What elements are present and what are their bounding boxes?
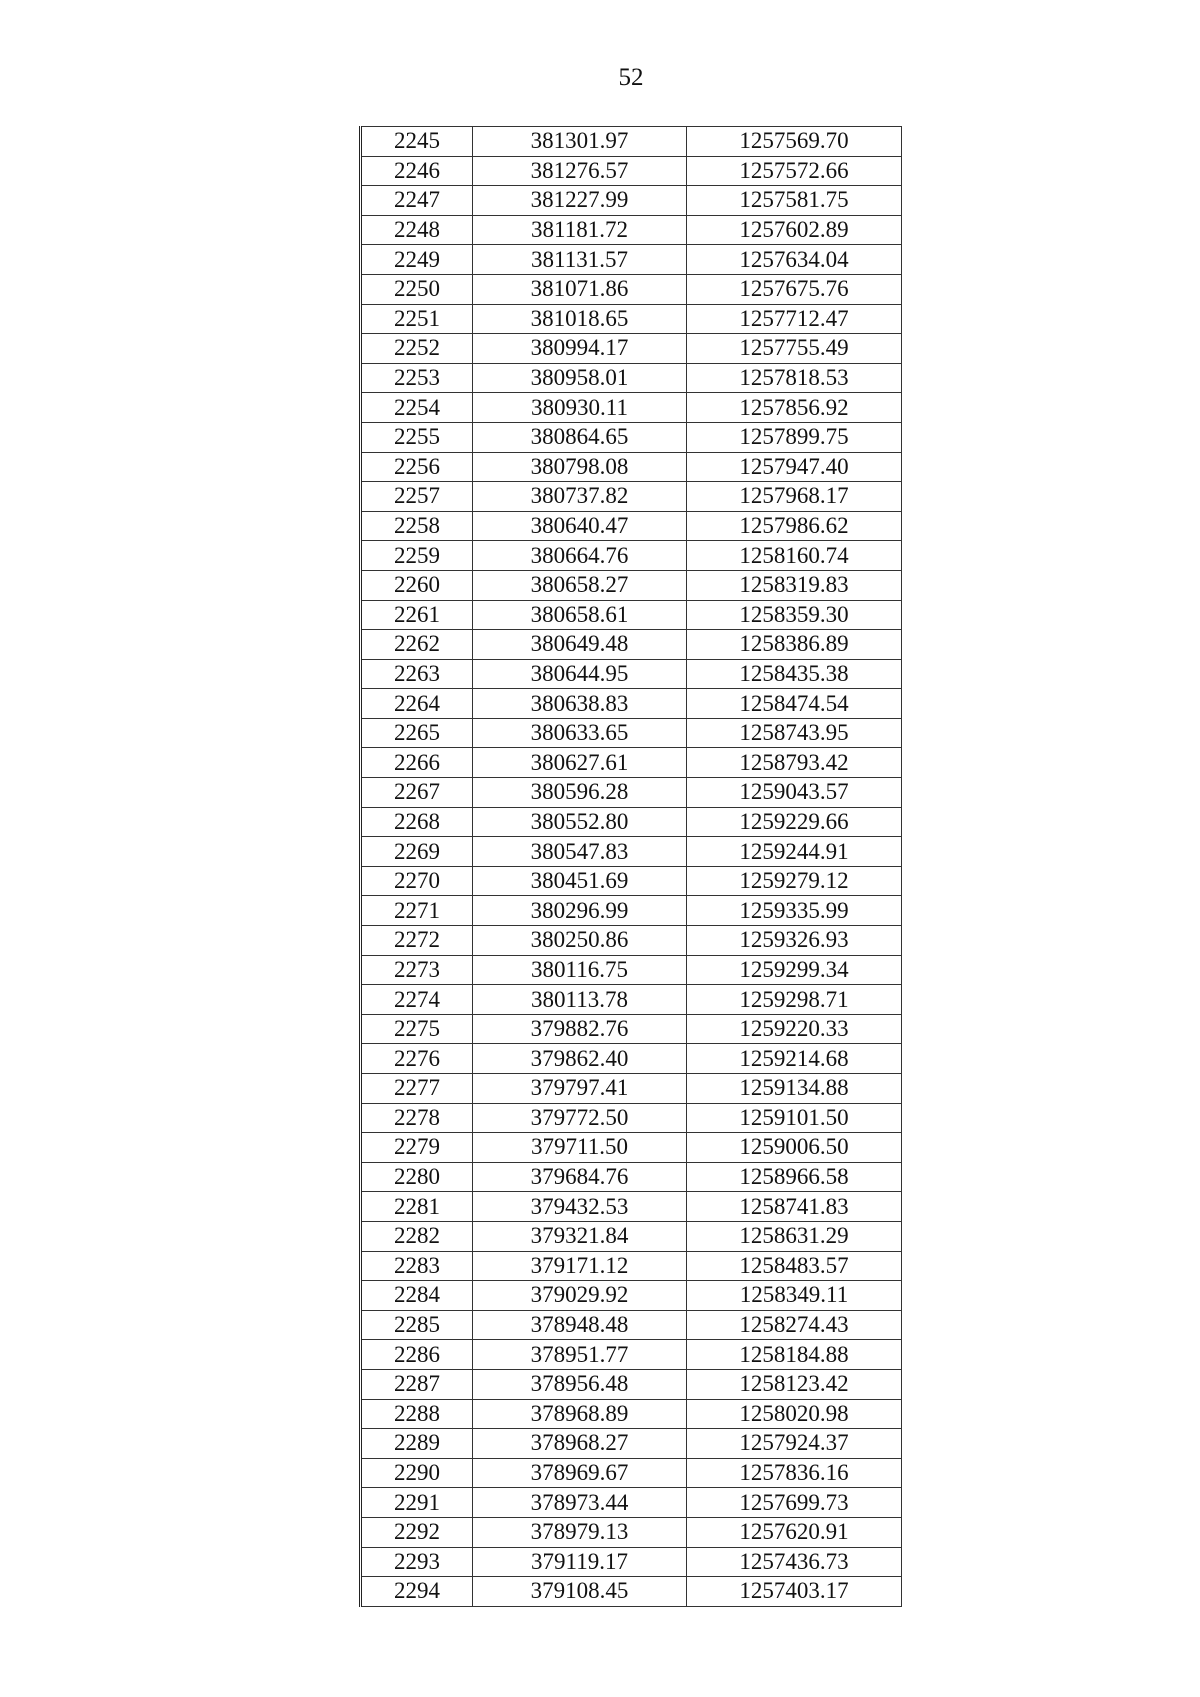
x-coordinate-cell: 380649.48 (473, 630, 687, 660)
point-number-cell: 2292 (361, 1517, 473, 1547)
x-coordinate-cell: 378979.13 (473, 1517, 687, 1547)
table-row (361, 1103, 902, 1133)
table-row (361, 689, 902, 719)
table-row (361, 1340, 902, 1370)
y-coordinate-cell: 1259101.50 (687, 1103, 902, 1133)
point-number-cell: 2252 (361, 334, 473, 364)
point-number-cell: 2276 (361, 1044, 473, 1074)
y-coordinate-cell: 1258483.57 (687, 1251, 902, 1281)
y-coordinate-cell: 1258160.74 (687, 541, 902, 571)
x-coordinate-cell: 379684.76 (473, 1162, 687, 1192)
point-number-cell: 2260 (361, 570, 473, 600)
y-coordinate-cell: 1258966.58 (687, 1162, 902, 1192)
x-coordinate-cell: 381018.65 (473, 304, 687, 334)
table-row (361, 600, 902, 630)
point-number-cell: 2272 (361, 926, 473, 956)
table-row (361, 1488, 902, 1518)
table-row (361, 837, 902, 867)
point-number-cell: 2271 (361, 896, 473, 926)
y-coordinate-cell: 1259134.88 (687, 1074, 902, 1104)
y-coordinate-cell: 1257581.75 (687, 186, 902, 216)
y-coordinate-cell: 1258123.42 (687, 1369, 902, 1399)
y-coordinate-cell: 1259244.91 (687, 837, 902, 867)
y-coordinate-cell: 1257818.53 (687, 363, 902, 393)
x-coordinate-cell: 379119.17 (473, 1547, 687, 1577)
y-coordinate-cell: 1257620.91 (687, 1517, 902, 1547)
x-coordinate-cell: 379862.40 (473, 1044, 687, 1074)
table-row (361, 452, 902, 482)
point-number-cell: 2245 (361, 127, 473, 157)
y-coordinate-cell: 1258274.43 (687, 1310, 902, 1340)
x-coordinate-cell: 380250.86 (473, 926, 687, 956)
point-number-cell: 2281 (361, 1192, 473, 1222)
y-coordinate-cell: 1258319.83 (687, 570, 902, 600)
table-row (361, 1221, 902, 1251)
y-coordinate-cell: 1259298.71 (687, 985, 902, 1015)
y-coordinate-cell: 1257947.40 (687, 452, 902, 482)
point-number-cell: 2263 (361, 659, 473, 689)
y-coordinate-cell: 1258349.11 (687, 1281, 902, 1311)
x-coordinate-cell: 380798.08 (473, 452, 687, 482)
table-row (361, 156, 902, 186)
y-coordinate-cell: 1258743.95 (687, 718, 902, 748)
table-row (361, 422, 902, 452)
x-coordinate-cell: 379797.41 (473, 1074, 687, 1104)
point-number-cell: 2289 (361, 1429, 473, 1459)
y-coordinate-cell: 1258474.54 (687, 689, 902, 719)
x-coordinate-cell: 380552.80 (473, 807, 687, 837)
x-coordinate-cell: 381131.57 (473, 245, 687, 275)
table-row (361, 1074, 902, 1104)
table-row (361, 1014, 902, 1044)
x-coordinate-cell: 380296.99 (473, 896, 687, 926)
coordinates-table-body (361, 127, 902, 1607)
x-coordinate-cell: 378951.77 (473, 1340, 687, 1370)
table-row (361, 186, 902, 216)
table-row (361, 1458, 902, 1488)
point-number-cell: 2266 (361, 748, 473, 778)
table-row (361, 807, 902, 837)
y-coordinate-cell: 1258359.30 (687, 600, 902, 630)
point-number-cell: 2265 (361, 718, 473, 748)
table-row (361, 127, 902, 157)
table-row (361, 748, 902, 778)
point-number-cell: 2278 (361, 1103, 473, 1133)
x-coordinate-cell: 380664.76 (473, 541, 687, 571)
x-coordinate-cell: 380596.28 (473, 778, 687, 808)
x-coordinate-cell: 380116.75 (473, 955, 687, 985)
y-coordinate-cell: 1258435.38 (687, 659, 902, 689)
x-coordinate-cell: 380864.65 (473, 422, 687, 452)
x-coordinate-cell: 378956.48 (473, 1369, 687, 1399)
x-coordinate-cell: 378973.44 (473, 1488, 687, 1518)
y-coordinate-cell: 1258631.29 (687, 1221, 902, 1251)
x-coordinate-cell: 378969.67 (473, 1458, 687, 1488)
table-row (361, 245, 902, 275)
point-number-cell: 2275 (361, 1014, 473, 1044)
table-row (361, 215, 902, 245)
table-row (361, 1429, 902, 1459)
table-row (361, 1547, 902, 1577)
y-coordinate-cell: 1257836.16 (687, 1458, 902, 1488)
y-coordinate-cell: 1257968.17 (687, 482, 902, 512)
point-number-cell: 2261 (361, 600, 473, 630)
y-coordinate-cell: 1257572.66 (687, 156, 902, 186)
x-coordinate-cell: 379432.53 (473, 1192, 687, 1222)
x-coordinate-cell: 380994.17 (473, 334, 687, 364)
x-coordinate-cell: 379171.12 (473, 1251, 687, 1281)
table-row (361, 334, 902, 364)
table-row (361, 1281, 902, 1311)
table-row (361, 955, 902, 985)
table-row (361, 1517, 902, 1547)
point-number-cell: 2249 (361, 245, 473, 275)
x-coordinate-cell: 379321.84 (473, 1221, 687, 1251)
point-number-cell: 2279 (361, 1133, 473, 1163)
x-coordinate-cell: 380113.78 (473, 985, 687, 1015)
table-row (361, 1399, 902, 1429)
point-number-cell: 2284 (361, 1281, 473, 1311)
point-number-cell: 2256 (361, 452, 473, 482)
point-number-cell: 2277 (361, 1074, 473, 1104)
table-row (361, 363, 902, 393)
point-number-cell: 2293 (361, 1547, 473, 1577)
x-coordinate-cell: 380547.83 (473, 837, 687, 867)
y-coordinate-cell: 1257712.47 (687, 304, 902, 334)
table-row (361, 511, 902, 541)
y-coordinate-cell: 1257675.76 (687, 274, 902, 304)
x-coordinate-cell: 378968.89 (473, 1399, 687, 1429)
y-coordinate-cell: 1258184.88 (687, 1340, 902, 1370)
x-coordinate-cell: 381301.97 (473, 127, 687, 157)
table-row (361, 393, 902, 423)
point-number-cell: 2283 (361, 1251, 473, 1281)
point-number-cell: 2248 (361, 215, 473, 245)
point-number-cell: 2246 (361, 156, 473, 186)
y-coordinate-cell: 1259326.93 (687, 926, 902, 956)
y-coordinate-cell: 1259335.99 (687, 896, 902, 926)
point-number-cell: 2262 (361, 630, 473, 660)
y-coordinate-cell: 1258020.98 (687, 1399, 902, 1429)
point-number-cell: 2257 (361, 482, 473, 512)
table-row (361, 659, 902, 689)
point-number-cell: 2264 (361, 689, 473, 719)
table-row (361, 304, 902, 334)
point-number-cell: 2280 (361, 1162, 473, 1192)
table-row (361, 541, 902, 571)
table-row (361, 1369, 902, 1399)
point-number-cell: 2258 (361, 511, 473, 541)
x-coordinate-cell: 379882.76 (473, 1014, 687, 1044)
point-number-cell: 2253 (361, 363, 473, 393)
y-coordinate-cell: 1259214.68 (687, 1044, 902, 1074)
table-row (361, 1577, 902, 1607)
x-coordinate-cell: 379711.50 (473, 1133, 687, 1163)
point-number-cell: 2259 (361, 541, 473, 571)
y-coordinate-cell: 1257899.75 (687, 422, 902, 452)
y-coordinate-cell: 1258741.83 (687, 1192, 902, 1222)
point-number-cell: 2269 (361, 837, 473, 867)
table-row (361, 1162, 902, 1192)
x-coordinate-cell: 380658.61 (473, 600, 687, 630)
point-number-cell: 2285 (361, 1310, 473, 1340)
x-coordinate-cell: 380638.83 (473, 689, 687, 719)
table-row (361, 896, 902, 926)
table-row (361, 778, 902, 808)
x-coordinate-cell: 380633.65 (473, 718, 687, 748)
point-number-cell: 2288 (361, 1399, 473, 1429)
table-row (361, 985, 902, 1015)
table-row (361, 866, 902, 896)
x-coordinate-cell: 381181.72 (473, 215, 687, 245)
y-coordinate-cell: 1259006.50 (687, 1133, 902, 1163)
point-number-cell: 2268 (361, 807, 473, 837)
y-coordinate-cell: 1257856.92 (687, 393, 902, 423)
y-coordinate-cell: 1257924.37 (687, 1429, 902, 1459)
table-row (361, 1133, 902, 1163)
y-coordinate-cell: 1257602.89 (687, 215, 902, 245)
y-coordinate-cell: 1257436.73 (687, 1547, 902, 1577)
y-coordinate-cell: 1259220.33 (687, 1014, 902, 1044)
point-number-cell: 2250 (361, 274, 473, 304)
point-number-cell: 2251 (361, 304, 473, 334)
point-number-cell: 2290 (361, 1458, 473, 1488)
y-coordinate-cell: 1257986.62 (687, 511, 902, 541)
y-coordinate-cell: 1259043.57 (687, 778, 902, 808)
x-coordinate-cell: 380644.95 (473, 659, 687, 689)
point-number-cell: 2294 (361, 1577, 473, 1607)
table-row (361, 482, 902, 512)
point-number-cell: 2254 (361, 393, 473, 423)
point-number-cell: 2273 (361, 955, 473, 985)
x-coordinate-cell: 381227.99 (473, 186, 687, 216)
table-row (361, 1310, 902, 1340)
y-coordinate-cell: 1257755.49 (687, 334, 902, 364)
x-coordinate-cell: 380627.61 (473, 748, 687, 778)
table-row (361, 1044, 902, 1074)
table-row (361, 926, 902, 956)
x-coordinate-cell: 381071.86 (473, 274, 687, 304)
y-coordinate-cell: 1259229.66 (687, 807, 902, 837)
table-row (361, 570, 902, 600)
table-row (361, 630, 902, 660)
y-coordinate-cell: 1258793.42 (687, 748, 902, 778)
table-row (361, 1251, 902, 1281)
y-coordinate-cell: 1259299.34 (687, 955, 902, 985)
x-coordinate-cell: 379029.92 (473, 1281, 687, 1311)
x-coordinate-cell: 380930.11 (473, 393, 687, 423)
y-coordinate-cell: 1259279.12 (687, 866, 902, 896)
point-number-cell: 2282 (361, 1221, 473, 1251)
x-coordinate-cell: 379772.50 (473, 1103, 687, 1133)
y-coordinate-cell: 1257403.17 (687, 1577, 902, 1607)
x-coordinate-cell: 378968.27 (473, 1429, 687, 1459)
point-number-cell: 2270 (361, 866, 473, 896)
table-row (361, 718, 902, 748)
x-coordinate-cell: 380658.27 (473, 570, 687, 600)
x-coordinate-cell: 379108.45 (473, 1577, 687, 1607)
point-number-cell: 2274 (361, 985, 473, 1015)
table-row (361, 274, 902, 304)
x-coordinate-cell: 380640.47 (473, 511, 687, 541)
y-coordinate-cell: 1257634.04 (687, 245, 902, 275)
table-row (361, 1192, 902, 1222)
page-number: 52 (618, 64, 644, 91)
x-coordinate-cell: 380958.01 (473, 363, 687, 393)
x-coordinate-cell: 378948.48 (473, 1310, 687, 1340)
x-coordinate-cell: 380737.82 (473, 482, 687, 512)
coordinates-table (359, 126, 902, 1607)
y-coordinate-cell: 1257569.70 (687, 127, 902, 157)
point-number-cell: 2255 (361, 422, 473, 452)
point-number-cell: 2267 (361, 778, 473, 808)
x-coordinate-cell: 381276.57 (473, 156, 687, 186)
point-number-cell: 2291 (361, 1488, 473, 1518)
y-coordinate-cell: 1257699.73 (687, 1488, 902, 1518)
y-coordinate-cell: 1258386.89 (687, 630, 902, 660)
point-number-cell: 2287 (361, 1369, 473, 1399)
x-coordinate-cell: 380451.69 (473, 866, 687, 896)
point-number-cell: 2247 (361, 186, 473, 216)
point-number-cell: 2286 (361, 1340, 473, 1370)
